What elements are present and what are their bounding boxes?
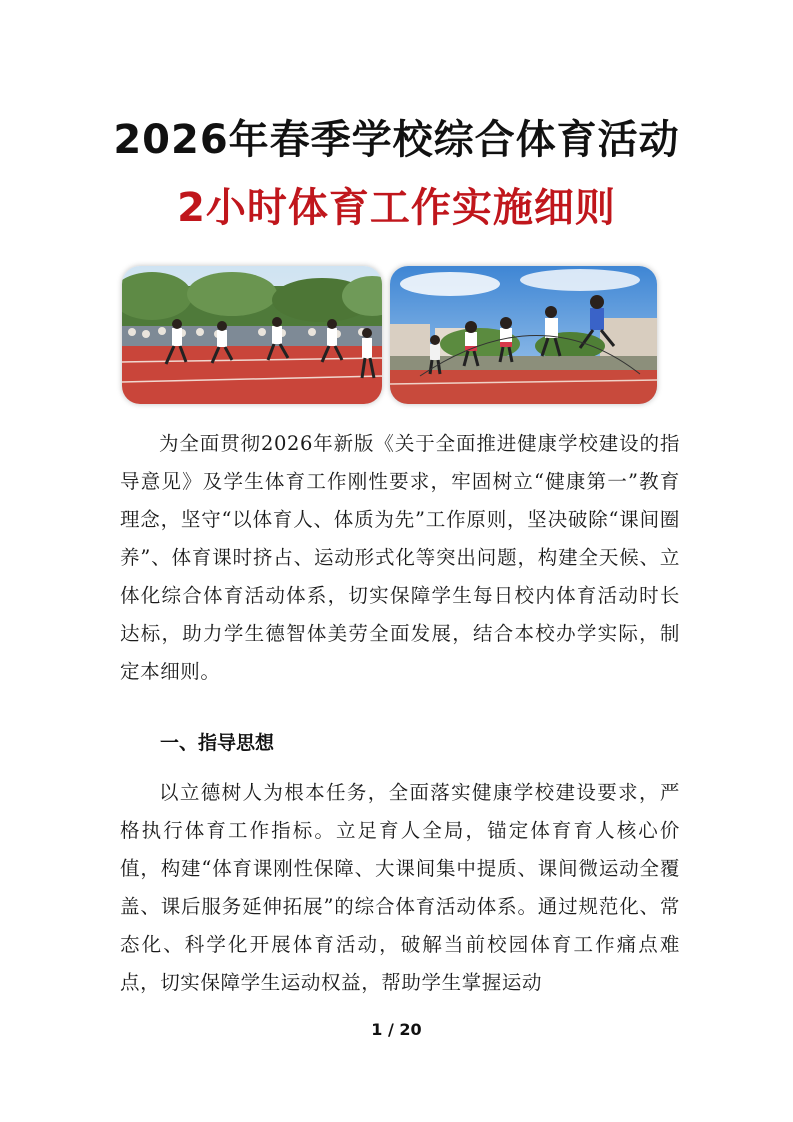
document-title-line2: 2小时体育工作实施细则 [177,185,616,231]
intro-paragraph: 为全面贯彻2026年新版《关于全面推进健康学校建设的指导意见》及学生体育工作刚性要求，牢固树立“健康第一”教育理念，坚守“以体育人、体质为先”工作原则，坚决破除“课间圈养”、体育课时挤占、运动形式化等突出问题，构建全天候、立体化综合体育活动体系，切实保障学生每日校内体育活动时长达标，助力学生德智体美劳全面发展，结合本校办学实际，制定本细则。 [120,432,680,683]
section1-paragraph: 以立德树人为根本任务，全面落实健康学校建设要求，严格执行体育工作指标。立足育人全局，锚定体育育人核心价值，构建“体育课刚性保障、大课间集中提质、课间微运动全覆盖、课后服务延伸拓展”的综合体育活动体系。通过规范化、常态化、科学化开展体育活动，破解当前校园体育工作痛点难点，切实保障学生运动权益，帮助学生掌握运动 [120,781,680,994]
section1-heading: 一、指导思想 [160,732,275,754]
jump-rope-photo [390,266,657,404]
page-number: 1 / 20 [371,1020,422,1039]
running-race-photo [122,266,382,404]
document-title-line1: 2026年春季学校综合体育活动 [113,117,680,163]
